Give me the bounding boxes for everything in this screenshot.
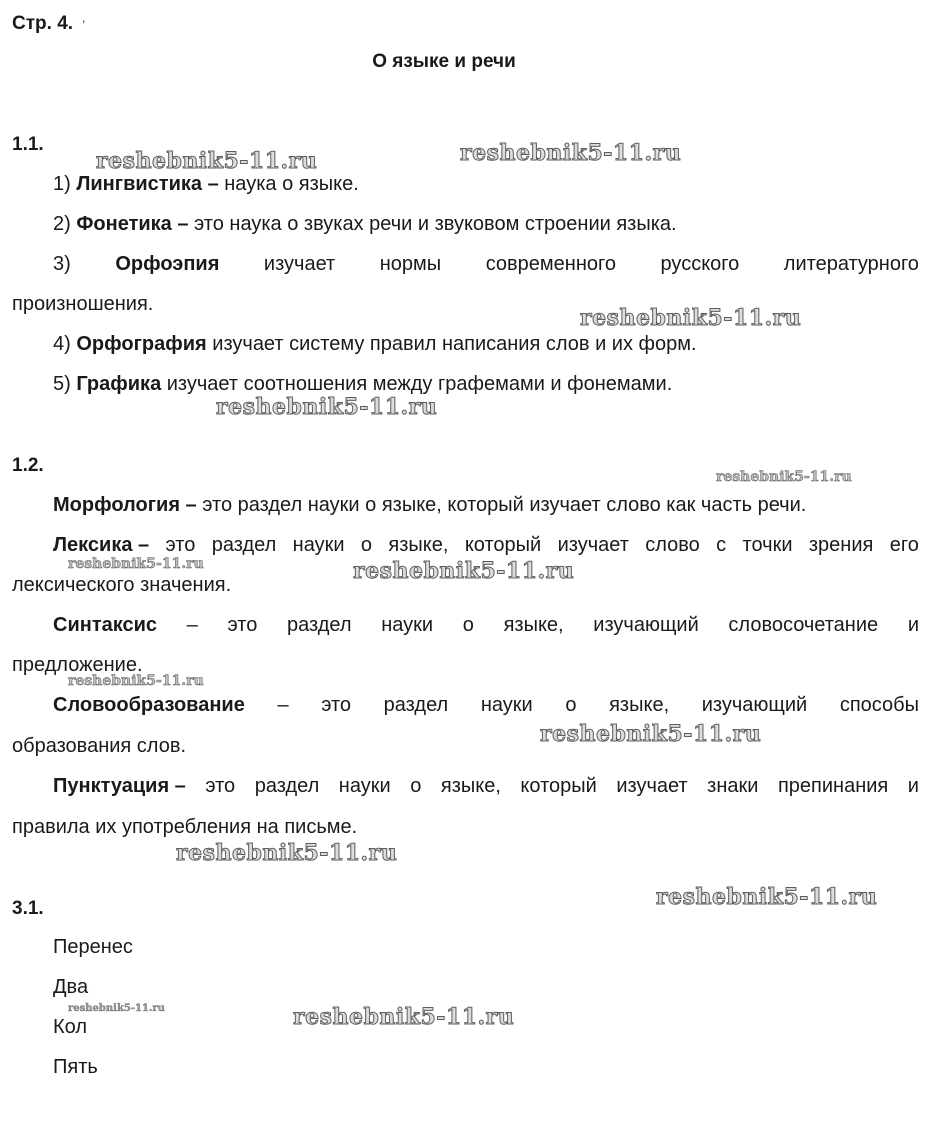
item-text: изучает систему правил написания слов и их форм. [206, 333, 697, 355]
word: изучающий [701, 694, 808, 716]
word: о [565, 694, 577, 716]
definition-lexicon [53, 533, 919, 557]
item-term: Орфография [76, 333, 207, 355]
page-label-tick: ’ [82, 18, 85, 32]
watermark: reshebnik5-11.ru [176, 840, 398, 866]
word: это [227, 614, 258, 636]
definition-punctuation [53, 774, 919, 798]
item-term: Орфоэпия [115, 253, 220, 275]
list-item: Перенес [53, 936, 133, 958]
word: языке, [609, 694, 670, 716]
word: способы [839, 694, 919, 716]
word: раздел [287, 614, 352, 636]
definition-term: Словообразование [53, 694, 245, 716]
word: науки [480, 694, 533, 716]
word: раздел [383, 694, 449, 716]
watermark: reshebnik5-11.ru [540, 721, 762, 747]
list-item: Пять [53, 1056, 98, 1078]
item-prefix: 1) [53, 173, 77, 195]
word: изучает [263, 253, 336, 275]
watermark: reshebnik5-11.ru [656, 884, 878, 910]
word: о [410, 775, 422, 797]
item-text: это наука о звуках речи и звуковом строении языка. [188, 213, 677, 235]
word: который [464, 534, 542, 556]
section-number-1-1: 1.1. [12, 134, 44, 155]
item-text: изучает соотношения между графемами и фонемами. [161, 373, 673, 395]
watermark: reshebnik5-11.ru [580, 305, 802, 331]
word: о [462, 614, 474, 636]
word: языке, [440, 775, 501, 797]
item-3 [53, 252, 919, 276]
word: нормы [379, 253, 442, 275]
section-number-1-2: 1.2. [12, 455, 44, 476]
definition-syntax [53, 613, 919, 637]
watermark: reshebnik5-11.ru [293, 1004, 515, 1030]
definition-term: Пунктуация – [53, 775, 186, 797]
word: современного [485, 253, 616, 275]
word: это [205, 775, 236, 797]
word: зрения [808, 534, 874, 556]
watermark: reshebnik5-11.ru [68, 1003, 165, 1014]
definition-word-formation-continuation: образования слов. [12, 735, 186, 757]
definition-term: Синтаксис [53, 614, 158, 636]
watermark: reshebnik5-11.ru [353, 558, 575, 584]
list-item: Кол [53, 1016, 88, 1038]
watermark: reshebnik5-11.ru [96, 148, 318, 174]
word: слово [645, 534, 700, 556]
word: – [277, 694, 289, 716]
item-4 [53, 332, 697, 356]
word: который [520, 775, 597, 797]
definition-word-formation [53, 693, 919, 717]
word: раздел [211, 534, 277, 556]
word: изучает [557, 534, 629, 556]
word: русского [660, 253, 740, 275]
word: языке, [503, 614, 564, 636]
word: литературного [783, 253, 919, 275]
item-term: Графика [76, 373, 162, 395]
word: его [889, 534, 919, 556]
word: языке, [388, 534, 449, 556]
definition-term: Морфология – [53, 494, 197, 516]
word: словосочетание [728, 614, 879, 636]
item-prefix: 4) [53, 333, 77, 355]
word: науки [292, 534, 345, 556]
item-prefix: 5) [53, 373, 77, 395]
item-5 [53, 372, 672, 396]
definition-morphology [53, 493, 806, 517]
word: препинания [777, 775, 889, 797]
section-number-3-1: 3.1. [12, 898, 44, 919]
definition-punctuation-continuation: правила их употребления на письме. [12, 816, 358, 838]
word: и [907, 775, 919, 797]
definition-text: это раздел науки о языке, который изучает слово как часть речи. [196, 494, 807, 516]
item-1 [53, 172, 359, 196]
item-3-continuation: произношения. [12, 293, 154, 315]
word: и [907, 614, 919, 636]
item-term: Лингвистика – [76, 173, 219, 195]
page-number-header [12, 13, 85, 35]
word: науки [338, 775, 391, 797]
word: раздел [254, 775, 320, 797]
watermark: reshebnik5-11.ru [716, 469, 852, 485]
item-text: наука о языке. [218, 173, 359, 195]
word: 3) [53, 253, 71, 275]
word: науки [381, 614, 434, 636]
watermark: reshebnik5-11.ru [460, 140, 682, 166]
page-label: Стр. 4. [12, 13, 74, 34]
list-item: Два [53, 976, 89, 998]
definition-syntax-continuation: предложение. [12, 654, 143, 676]
item-term: Фонетика – [76, 213, 189, 235]
watermark: reshebnik5-11.ru [68, 556, 204, 572]
word: изучающий [593, 614, 699, 636]
word: это [321, 694, 352, 716]
word: это [165, 534, 196, 556]
word: – [186, 614, 198, 636]
word: точки [742, 534, 793, 556]
item-2 [53, 212, 677, 236]
page-title: О языке и речи [372, 51, 516, 72]
word: с [716, 534, 727, 556]
watermark: reshebnik5-11.ru [216, 394, 438, 420]
definition-lexicon-continuation: лексического значения. [12, 574, 232, 596]
item-prefix: 2) [53, 213, 77, 235]
word: изучает [616, 775, 688, 797]
word: о [360, 534, 373, 556]
definition-term: Лексика – [53, 534, 150, 556]
watermark: reshebnik5-11.ru [68, 673, 204, 689]
word: знаки [707, 775, 759, 797]
